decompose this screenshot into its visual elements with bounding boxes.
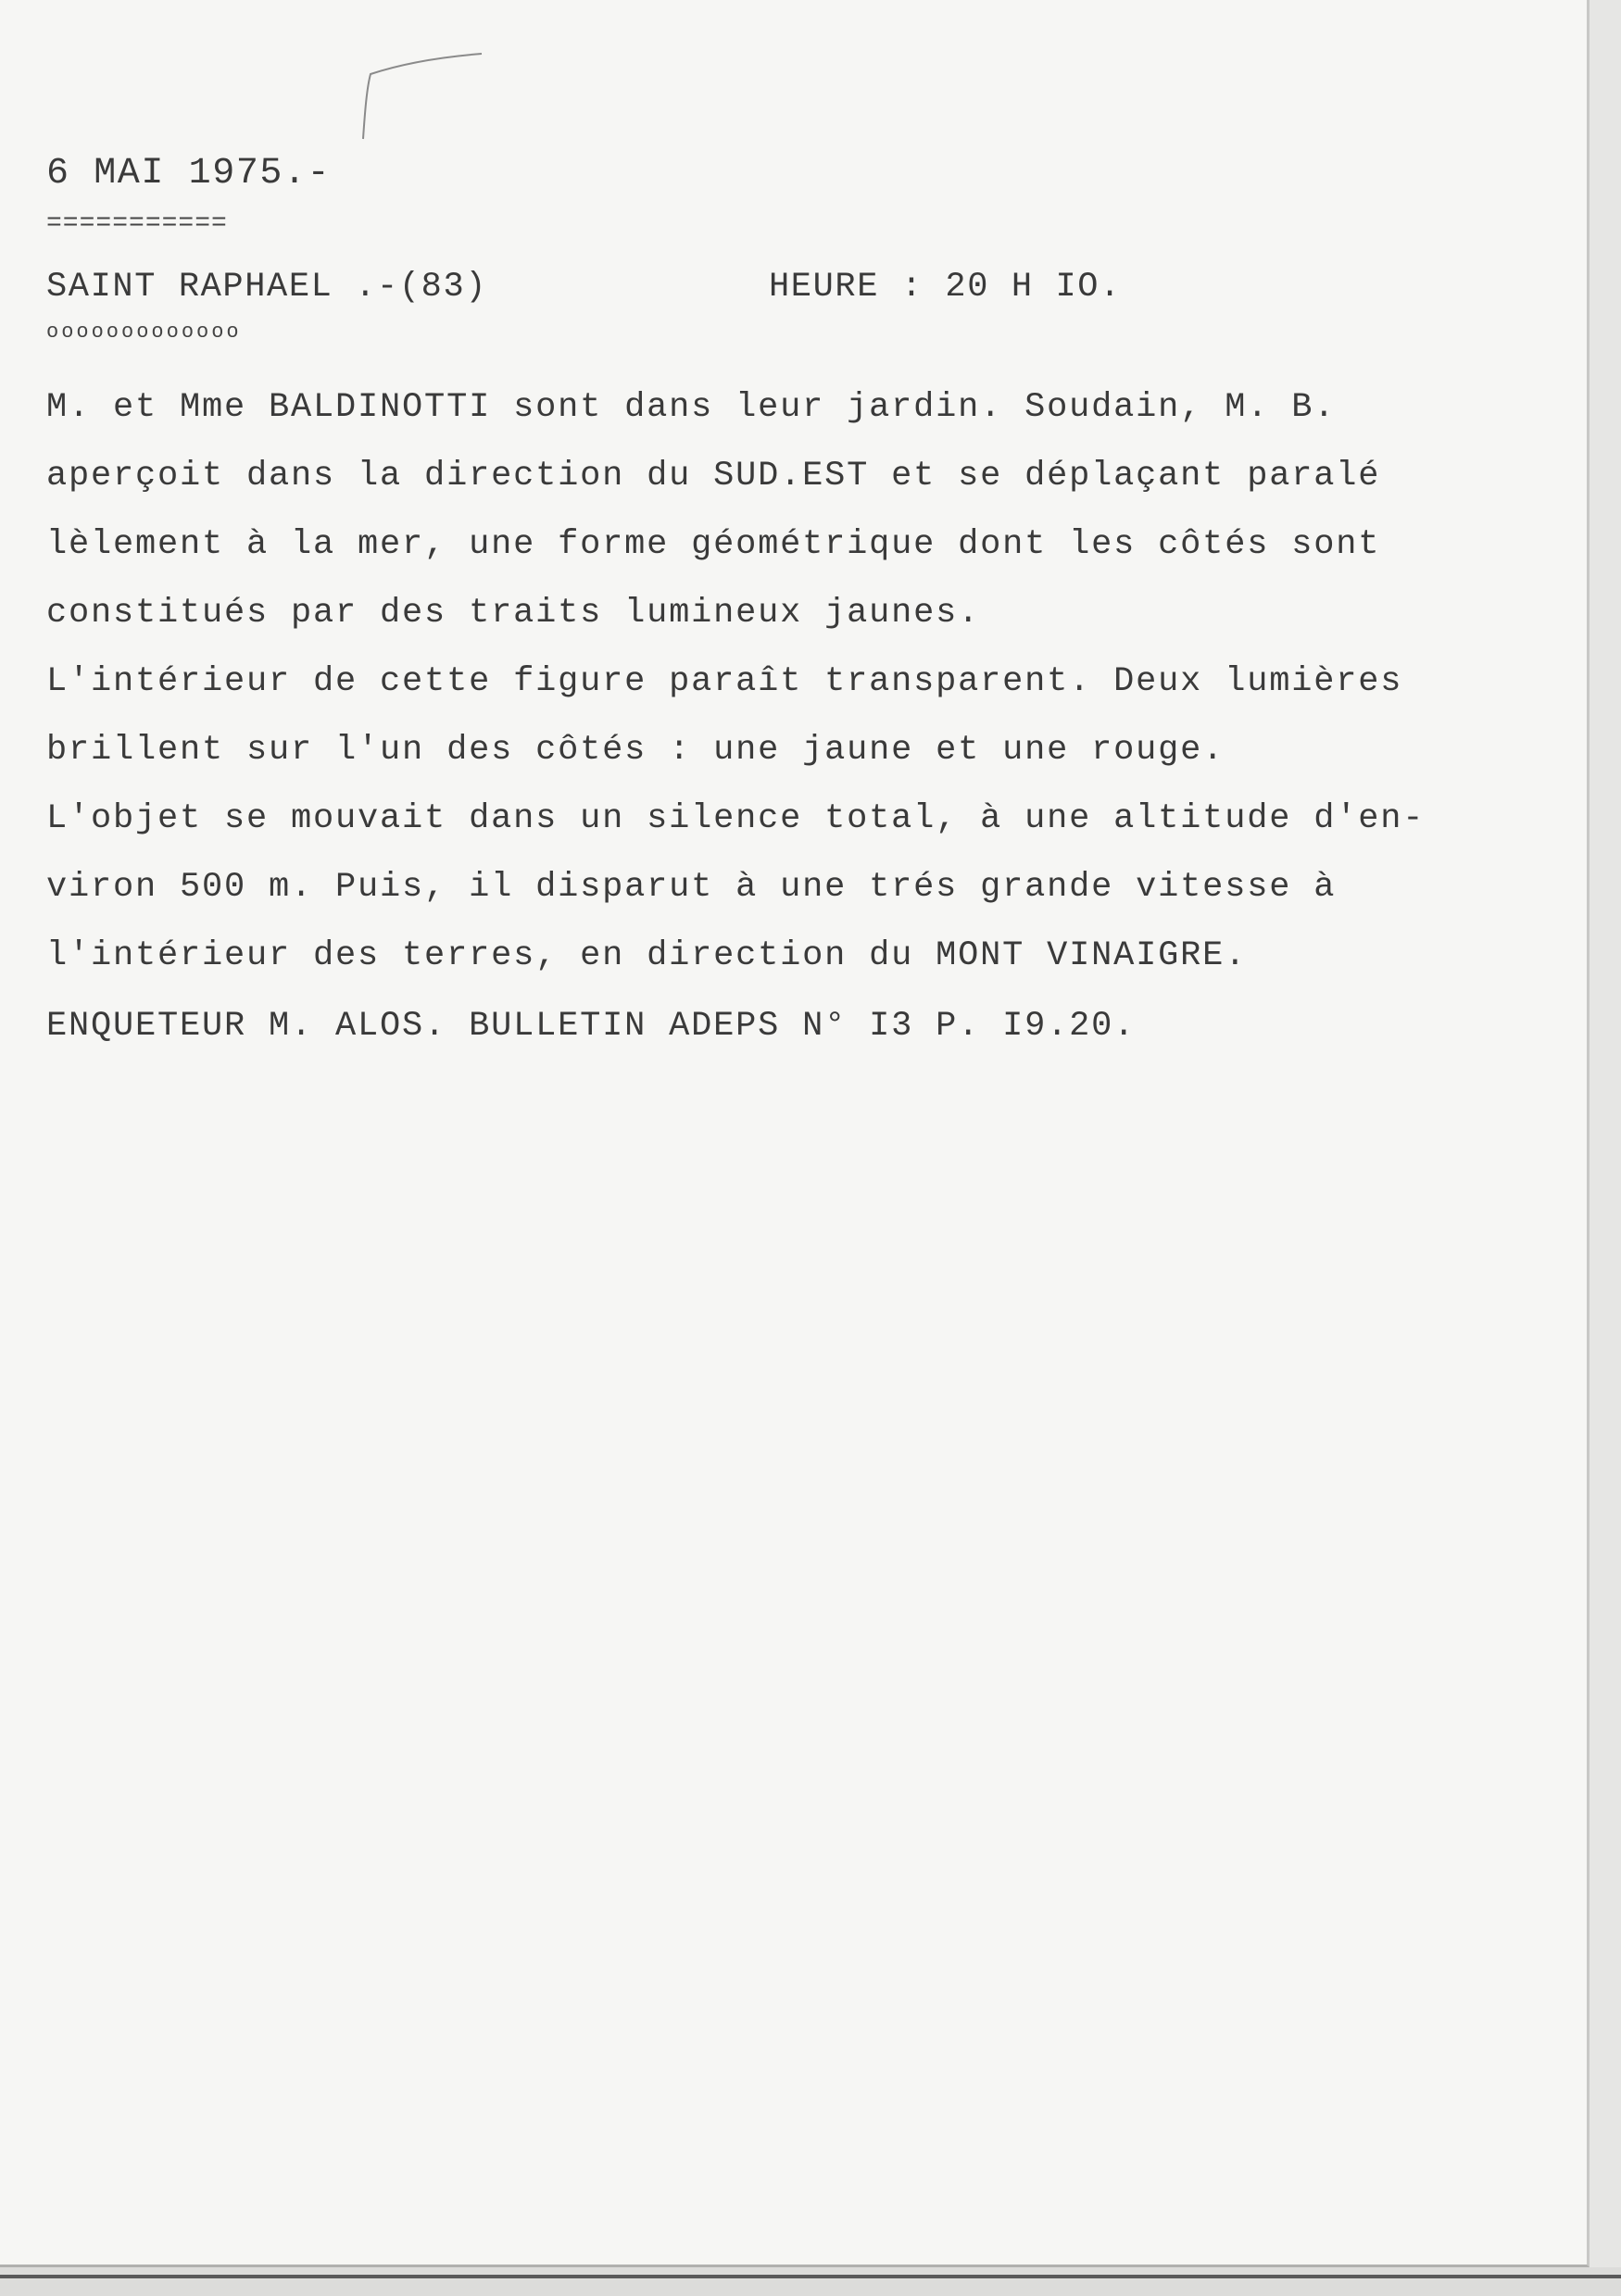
body-line: M. et Mme BALDINOTTI sont dans leur jardin. Soudain, M. B. <box>46 388 1337 427</box>
report-time: HEURE : 20 H IO. <box>769 268 1122 307</box>
body-line: L'objet se mouvait dans un silence total, à une altitude d'en- <box>46 799 1426 838</box>
report-source-line: ENQUETEUR M. ALOS. BULLETIN ADEPS N° I3 P. I9.20. <box>46 1007 1137 1046</box>
body-line: constitués par des traits lumineux jaunes. <box>46 594 981 633</box>
body-line: lèlement à la mer, une forme géométrique dont les côtés sont <box>46 525 1381 564</box>
pencil-mark <box>352 46 491 148</box>
body-line: brillent sur l'un des côtés : une jaune et une rouge. <box>46 731 1225 770</box>
date-underline: =========== <box>46 209 228 238</box>
body-line: L'intérieur de cette figure paraît transparent. Deux lumières <box>46 662 1403 701</box>
scan-bottom-margin <box>0 2267 1621 2296</box>
body-line: l'intérieur des terres, en direction du MONT VINAIGRE. <box>46 936 1248 975</box>
location-underline: ooooooooooooo <box>46 320 242 344</box>
scan-right-margin <box>1590 0 1621 2296</box>
report-location: SAINT RAPHAEL .-(83) <box>46 268 488 307</box>
body-line: viron 500 m. Puis, il disparut à une trés grande vitesse à <box>46 868 1337 907</box>
report-date: 6 MAI 1975.- <box>46 153 332 194</box>
body-line: aperçoit dans la direction du SUD.EST et se déplaçant paralé <box>46 457 1381 496</box>
page-edge-line <box>0 2275 1621 2278</box>
